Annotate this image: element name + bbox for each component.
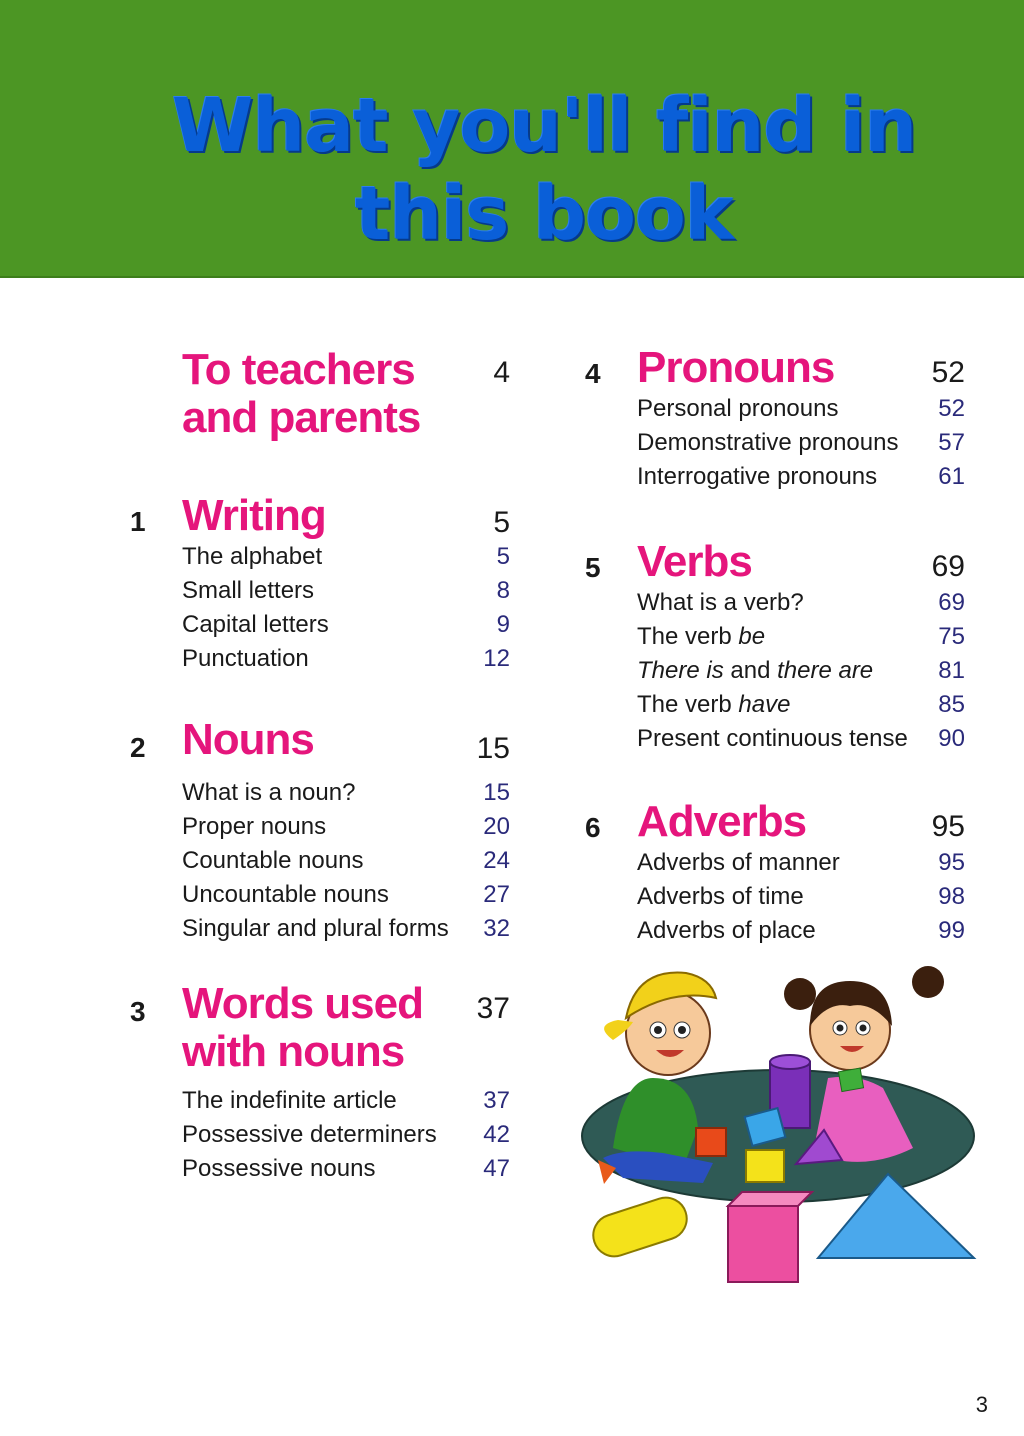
chapter-items: [182, 540, 510, 676]
children-playing-blocks-illustration: [578, 958, 978, 1298]
toc-item[interactable]: Possessive nouns 47: [182, 1155, 510, 1182]
toc-item[interactable]: What is a verb? 69: [637, 589, 965, 616]
page-number: 3: [975, 1392, 988, 1417]
toc-item[interactable]: Uncountable nouns 27: [182, 881, 510, 908]
header-banner: [0, 0, 1024, 278]
toc-item[interactable]: The indefinite article 37: [182, 1087, 510, 1114]
toc-item[interactable]: Possessive determiners 42: [182, 1121, 510, 1148]
toc-item[interactable]: Small letters 8: [182, 577, 510, 604]
chapter-title: Words used with nouns: [182, 979, 424, 1076]
chapter-items: [637, 586, 965, 756]
chapter-page: 69: [931, 550, 965, 583]
toc-item[interactable]: The alphabet 5: [182, 543, 510, 570]
chapter-title: Adverbs: [637, 797, 807, 846]
toc-item[interactable]: Countable nouns 24: [182, 847, 510, 874]
chapter-items: [637, 392, 965, 494]
chapter-number: 5: [585, 552, 601, 583]
chapter-title: Nouns: [182, 715, 314, 764]
toc-item[interactable]: Adverbs of manner 95: [637, 849, 965, 876]
chapter-page: 52: [931, 356, 965, 389]
toc-item[interactable]: What is a noun? 15: [182, 779, 510, 806]
toc-item[interactable]: Present continuous tense 90: [637, 725, 965, 752]
intro-title: To teachers and parents: [182, 345, 421, 442]
toc-item[interactable]: Proper nouns 20: [182, 813, 510, 840]
toc-item[interactable]: The verb be 75: [637, 623, 965, 650]
chapter-number: 2: [130, 732, 146, 763]
chapter-items: [182, 1084, 510, 1186]
intro-page: 4: [493, 356, 510, 389]
chapter-number: 4: [585, 358, 601, 389]
title-line-2: this book: [354, 171, 734, 257]
toc-item[interactable]: Adverbs of time 98: [637, 883, 965, 910]
toc-item[interactable]: Adverbs of place 99: [637, 917, 965, 944]
chapter-number: 3: [130, 996, 146, 1027]
chapter-page: 5: [493, 506, 510, 539]
chapter-page: 95: [931, 810, 965, 843]
chapter-number: 1: [130, 506, 146, 537]
chapter-page: 15: [476, 732, 510, 765]
chapter-page: 37: [476, 992, 510, 1025]
chapter-title: Writing: [182, 491, 326, 540]
toc-item[interactable]: Personal pronouns 52: [637, 395, 965, 422]
chapter-items: [637, 846, 965, 948]
toc-item[interactable]: The verb have 85: [637, 691, 965, 718]
toc-item[interactable]: There is and there are 81: [637, 657, 965, 684]
chapter-title: Verbs: [637, 537, 752, 586]
chapter-title: Pronouns: [637, 343, 835, 392]
toc-item[interactable]: Demonstrative pronouns 57: [637, 429, 965, 456]
page-title: [0, 82, 1024, 258]
chapter-number: 6: [585, 812, 601, 843]
title-line-1: What you'll find in: [171, 83, 917, 169]
toc-item[interactable]: Punctuation 12: [182, 645, 510, 672]
toc-item[interactable]: Capital letters 9: [182, 611, 510, 638]
toc-item[interactable]: Interrogative pronouns 61: [637, 463, 965, 490]
chapter-items: [182, 776, 510, 946]
toc-item[interactable]: Singular and plural forms 32: [182, 915, 510, 942]
